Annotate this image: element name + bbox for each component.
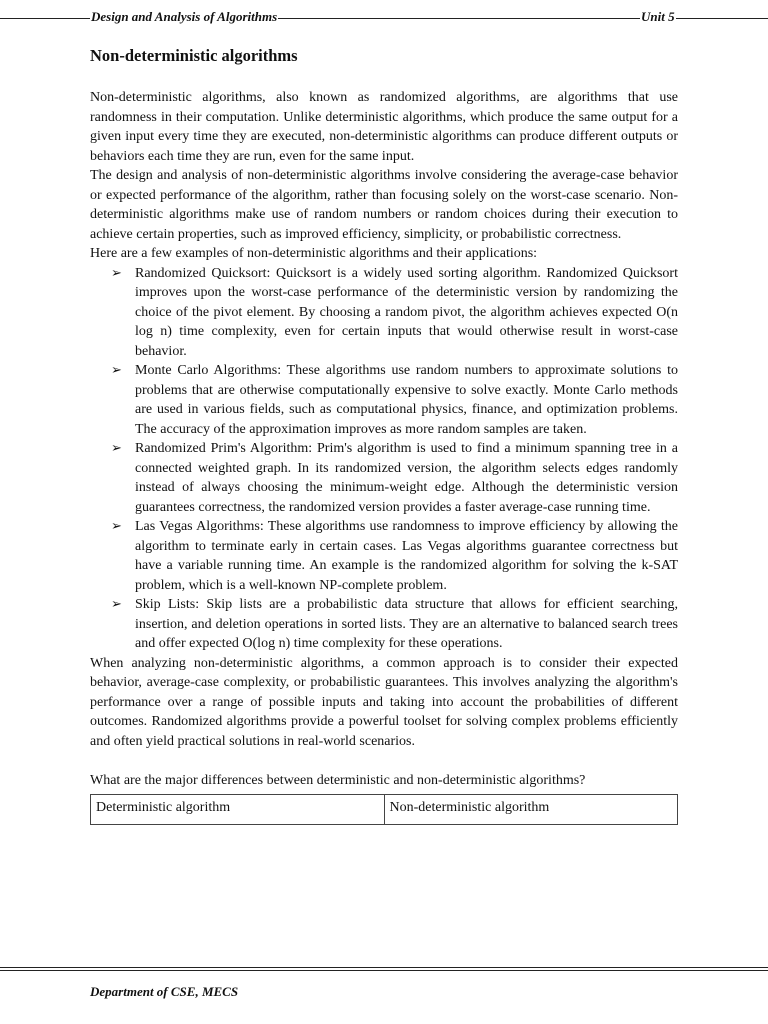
list-item-text: Skip Lists: Skip lists are a probabilistic data structure that allows for efficient searching, insertion, and deletion operations in sorted lists. They are an alternative to balanced search trees and offer expected O(log n) time complexity for these operations.	[135, 597, 678, 651]
arrow-bullet-icon: ➢	[111, 265, 122, 281]
question-text: What are the major differences between deterministic and non-deterministic algorithms?	[90, 773, 586, 788]
list-item	[111, 517, 678, 595]
body-content	[90, 88, 678, 825]
table-header-non-deterministic: Non-deterministic algorithm	[384, 794, 678, 824]
list-item	[111, 595, 678, 654]
footer-rule-secondary	[0, 970, 768, 971]
comparison-table	[90, 794, 678, 825]
arrow-bullet-icon: ➢	[111, 519, 122, 534]
list-item-text: Las Vegas Algorithms: These algorithms use randomness to improve efficiency by allowing the algorithm to terminate early in certain cases. Las Vegas algorithms guarantee correctness but have a variable running time. An example is the randomized algorithm for solving the k-SAT problem, which is a well-known NP-complete problem.	[135, 519, 678, 593]
arrow-bullet-icon: ➢	[111, 597, 122, 612]
list-item	[111, 264, 678, 362]
section-title: Non-deterministic algorithms	[90, 46, 298, 65]
design-paragraph: The design and analysis of non-deterministic algorithms involve considering the average-case behavior or expected performance of the algorithm, rather than focusing solely on the worst-case scenario. Non-deterministic algorithms make use of random numbers or random choices during their execution to achieve certain properties, such as improved efficiency, simplicity, or probabilistic correctness.	[90, 168, 678, 242]
table-row	[91, 794, 678, 824]
header-unit-label: Unit 5	[641, 9, 675, 24]
list-item	[111, 361, 678, 439]
conclusion-paragraph: When analyzing non-deterministic algorithms, a common approach is to consider their expected behavior, average-case complexity, or probabilistic guarantees. This involves analyzing the algorithm's performance over a range of possible inputs and taking into account the probabilities of different outcomes. Randomized algorithms provide a powerful toolset for solving complex problems efficiently and often yield practical solutions in real-world scenarios.	[90, 655, 678, 749]
intro-paragraph: Non-deterministic algorithms, also known as randomized algorithms, are algorithms that use randomness in their computation. Unlike deterministic algorithms, which produce the same output for a given input every time they are executed, non-deterministic algorithms can produce different outputs or behaviors each time they are run, even for the same input.	[90, 90, 678, 164]
list-item-text: Monte Carlo Algorithms: These algorithms use random numbers to approximate solutions to problems that are otherwise computationally expensive to solve exactly. Monte Carlo methods are used in various fields, such as computational physics, finance, and optimization problems. The accuracy of the approximation improves as more random samples are taken.	[135, 363, 678, 437]
examples-intro: Here are a few examples of non-deterministic algorithms and their applications:	[90, 246, 538, 261]
examples-list	[90, 264, 678, 654]
footer-department: Department of CSE, MECS	[90, 984, 239, 999]
list-item	[111, 439, 678, 517]
table-header-deterministic: Deterministic algorithm	[91, 794, 385, 824]
list-item-text: Randomized Prim's Algorithm: Prim's algorithm is used to find a minimum spanning tree in a connected weighted graph. In its randomized version, the algorithm selects edges randomly instead of always choosing the minimum-weight edge. Although the deterministic version guarantees correctness, the randomized version provides a faster average-case running time.	[135, 441, 678, 515]
list-item-text: Randomized Quicksort: Quicksort is a widely used sorting algorithm. Randomized Quicksort improves upon the worst-case performance of the deterministic version by randomizing the choice of the pivot element. By choosing a random pivot, the algorithm achieves expected O(n log n) time complexity, even for certain inputs that would otherwise result in worst-case behavior.	[135, 265, 678, 359]
arrow-bullet-icon: ➢	[111, 441, 122, 456]
footer-rule	[0, 967, 768, 968]
header-course-title: Design and Analysis of Algorithms	[91, 9, 278, 24]
arrow-bullet-icon: ➢	[111, 363, 122, 378]
